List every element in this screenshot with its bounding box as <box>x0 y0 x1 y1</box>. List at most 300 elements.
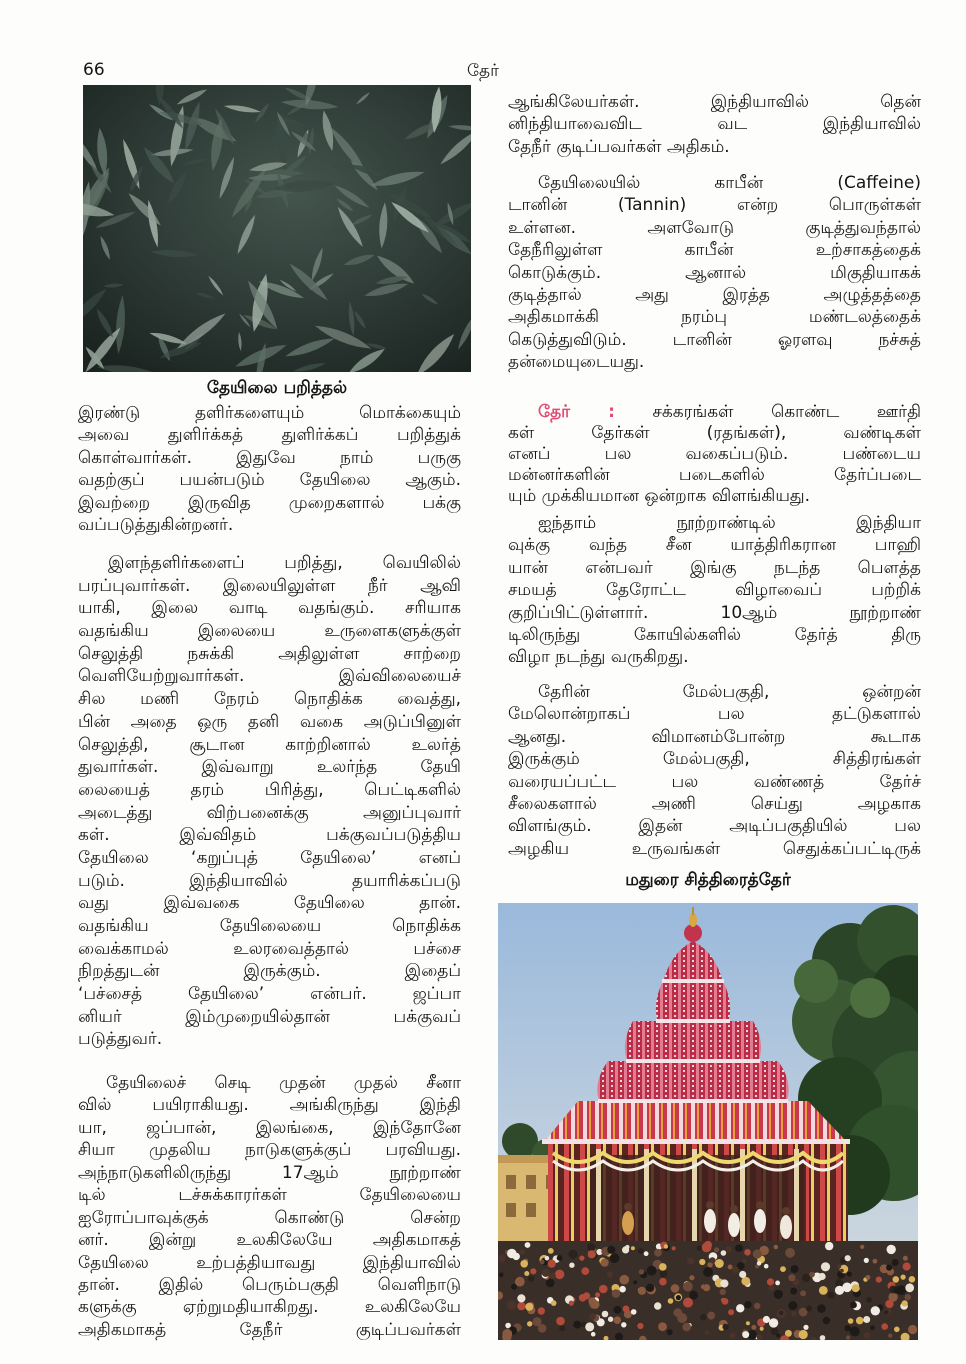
crowd-person <box>870 1325 875 1330</box>
line-text: யான் என்பவர் இங்கு நடந்த பௌத்த <box>508 557 921 578</box>
crowd-person <box>664 1244 668 1248</box>
line-text: கெடுத்துவிடும். டானின் ஓரளவு நச்சுத் <box>508 329 921 350</box>
crowd-person <box>903 1256 908 1261</box>
crowd-person <box>683 1298 693 1308</box>
crowd-person <box>806 1306 812 1312</box>
crowd-person <box>774 1245 779 1250</box>
crowd-person <box>687 1257 695 1265</box>
crowd-person <box>715 1259 724 1268</box>
line-text: கொடுக்கும். ஆனால் மிகுதியாகக் <box>508 262 921 283</box>
text-line <box>508 793 921 815</box>
crowd-person <box>884 1310 888 1314</box>
text-line <box>78 402 461 424</box>
text-line <box>508 486 921 507</box>
crowd-person <box>819 1273 826 1280</box>
line-text: படும். இந்தியாவில் தயாரிக்கப்படு <box>78 870 461 891</box>
crowd-person <box>620 1275 630 1285</box>
text-line <box>78 665 461 688</box>
crowd-person <box>720 1289 726 1295</box>
text-line <box>78 1028 461 1051</box>
crowd-person <box>507 1249 517 1259</box>
text-line <box>508 748 921 770</box>
line-text: இருக்கும் மேல்பகுதி, சித்திரங்கள் <box>508 749 921 770</box>
tea-photo-frame <box>83 85 471 372</box>
line-text: மேலொன்றாகப் பல தட்டுகளால் <box>508 704 921 725</box>
line-text: களுக்கு ஏற்றுமதியாகிறது. உலகிலேயே <box>78 1297 461 1318</box>
crowd-person <box>700 1314 706 1320</box>
line-text: னிந்தியாவைவிட வட இந்தியாவில் <box>508 114 921 135</box>
crowd-person <box>551 1300 557 1306</box>
text-line <box>78 1184 461 1206</box>
line-text: ‘பச்சைத் தேயிலை’ என்பர். ஜப்பா <box>78 984 461 1005</box>
line-text: தன்மையுடையது. <box>508 352 645 373</box>
line-text: துவார்கள். இவ்வாறு உலர்ந்த தேயி <box>78 757 461 778</box>
crowd-person <box>769 1318 778 1327</box>
crowd-person <box>847 1272 852 1277</box>
crowd-person <box>790 1288 797 1295</box>
line-text: தேநீர் குடிப்பவர்கள் அதிகம். <box>508 136 730 157</box>
line-text: அதிகமாக்கி நரம்பு மண்டலத்தைக் <box>508 307 921 328</box>
crowd-person <box>767 1278 774 1285</box>
crowd-person <box>621 1322 626 1327</box>
text-line <box>78 514 461 536</box>
line-text: னியர் இம்முறையில்தான் பக்குவப் <box>78 1006 461 1027</box>
crowd-person <box>533 1317 542 1326</box>
right-column-paragraph-4 <box>508 512 921 669</box>
crowd-person <box>819 1286 828 1295</box>
crowd-person <box>659 1278 667 1286</box>
text-line <box>508 726 921 748</box>
crowd-person <box>864 1258 869 1263</box>
crowd-person <box>760 1327 764 1331</box>
crowd-person <box>619 1286 626 1293</box>
crowd-person <box>744 1301 751 1308</box>
text-line <box>78 1319 461 1341</box>
crowd-person <box>607 1246 615 1254</box>
line-text: ஐரோப்பாவுக்குக் கொண்டு சென்ற <box>78 1207 461 1228</box>
line-text: டானின் (Tannin) என்ற பொருள்கள் <box>508 195 921 216</box>
crowd-person <box>892 1259 899 1266</box>
text-line <box>78 870 461 893</box>
text-line <box>78 1229 461 1251</box>
crowd-person <box>817 1304 826 1313</box>
crowd-person <box>610 1253 620 1263</box>
right-column-paragraph-5 <box>508 681 921 860</box>
text-line <box>508 602 921 624</box>
text-line <box>508 402 921 423</box>
text-line <box>78 447 461 469</box>
text-line <box>508 815 921 837</box>
line-text: தேயிலை ‘கறுப்புத் தேயிலை’ எனப் <box>78 847 461 868</box>
line-text: தேயிலையில் காபீன் (Caffeine) <box>538 173 921 193</box>
crowd-person <box>739 1271 746 1278</box>
crowd-person <box>607 1272 613 1278</box>
crowd-person <box>587 1243 595 1251</box>
crowd-person <box>683 1282 693 1292</box>
crowd-person <box>697 1245 702 1250</box>
line-text: ஆங்கிலேயர்கள். இந்தியாவில் தென் <box>508 92 921 112</box>
crowd-person <box>866 1275 871 1280</box>
line-text: பரப்புவார்கள். இலையிலுள்ள நீர் ஆவி <box>78 575 461 596</box>
crowd-person <box>658 1322 667 1331</box>
line-text: சியா முதலிய நாடுகளுக்குப் பரவியது. <box>78 1140 461 1161</box>
text-line <box>508 512 921 534</box>
text-line <box>78 469 461 491</box>
text-line <box>78 1207 461 1229</box>
text-line <box>508 351 921 373</box>
crowd-person <box>736 1304 744 1312</box>
left-column-paragraph-2 <box>78 552 461 1051</box>
text-line <box>78 847 461 870</box>
crowd-person <box>639 1269 644 1274</box>
crowd-person <box>799 1330 808 1339</box>
crowd-person <box>705 1330 709 1334</box>
crowd-person <box>548 1260 556 1268</box>
crowd-person <box>788 1274 795 1281</box>
crowd-person <box>871 1306 880 1315</box>
text-line <box>78 802 461 825</box>
line-text: மன்னர்களின் படைகளில் தேர்ப்படை <box>508 465 921 485</box>
crowd-person <box>764 1264 769 1269</box>
text-line <box>508 284 921 306</box>
crowd-person <box>545 1256 550 1261</box>
crowd-person <box>873 1259 878 1264</box>
text-line <box>508 838 921 860</box>
crowd-person <box>498 1254 506 1262</box>
crowd-person <box>823 1317 830 1324</box>
crowd-person <box>540 1260 545 1265</box>
crowd-person <box>753 1249 762 1258</box>
text-line <box>78 643 461 666</box>
text-line <box>508 534 921 556</box>
crowd-person <box>625 1245 629 1249</box>
crowd-person <box>525 1303 533 1311</box>
crowd-person <box>888 1333 892 1337</box>
crowd-person <box>863 1316 870 1323</box>
crowd-person <box>837 1264 841 1268</box>
crowd-person <box>546 1279 555 1288</box>
crowd-person <box>689 1291 698 1300</box>
crowd-person <box>780 1266 786 1272</box>
text-line <box>78 756 461 779</box>
line-text: செலுத்தி, சூடான காற்றினால் உலர்த் <box>78 734 461 755</box>
crowd-person <box>568 1250 577 1259</box>
entry-term: தேர் : <box>538 402 615 422</box>
crowd-person <box>910 1271 914 1275</box>
line-text: தேநீரிலுள்ள காபீன் உற்சாகத்தைக் <box>508 240 921 261</box>
text-line <box>78 492 461 514</box>
crowd-person <box>803 1325 808 1330</box>
crowd-person <box>599 1285 608 1294</box>
text-line <box>508 306 921 328</box>
crowd-person <box>671 1284 680 1293</box>
text-line <box>78 1139 461 1161</box>
text-line <box>508 557 921 579</box>
crowd-person <box>791 1311 796 1316</box>
crowd-person <box>771 1327 779 1335</box>
crowd-person <box>905 1294 911 1300</box>
text-line <box>78 1274 461 1296</box>
line-text: வரையப்பட்ட பல வண்ணத் தேர்ச் <box>508 771 921 792</box>
crowd-person <box>548 1248 554 1254</box>
crowd-person <box>732 1267 739 1274</box>
crowd-person <box>905 1283 914 1292</box>
crowd-person <box>728 1265 733 1270</box>
crowd-person <box>659 1263 667 1271</box>
line-text: குடித்தால் அது இரத்த அழுத்தத்தை <box>508 284 921 305</box>
crowd-person <box>886 1265 892 1271</box>
line-text: வதற்குப் பயன்படும் தேயிலை ஆகும். <box>78 470 461 491</box>
line-text: அந்நாடுகளிலிருந்து 17ஆம் நூற்றாண் <box>78 1162 461 1183</box>
page-number: 66 <box>83 60 105 80</box>
crowd-person <box>856 1317 864 1325</box>
crowd-person <box>757 1334 763 1340</box>
crowd-person <box>676 1295 681 1300</box>
line-text: செலுத்தி நசுக்கி அதிலுள்ள சாற்றை <box>78 643 461 664</box>
crowd-person <box>726 1246 732 1252</box>
line-text: வுக்கு வந்த சீன யாத்திரிகரான பாஹி <box>508 535 921 556</box>
crowd-person <box>746 1321 750 1325</box>
dome-tier-2 <box>656 981 730 1023</box>
crowd-person <box>647 1266 657 1276</box>
crowd-person <box>637 1323 643 1329</box>
text-line <box>508 579 921 601</box>
text-line <box>508 423 921 444</box>
crowd-person <box>791 1265 799 1273</box>
crowd-person <box>909 1276 916 1283</box>
text-line <box>78 1162 461 1184</box>
crowd-person <box>850 1302 857 1309</box>
crowd-person <box>569 1301 574 1306</box>
crowd-person <box>852 1284 860 1292</box>
crowd-person <box>654 1249 662 1257</box>
crowd-person <box>614 1316 622 1324</box>
left-column-paragraph-3 <box>78 1072 461 1341</box>
line-text: அடைத்து விற்பனைக்கு அனுப்புவார் <box>78 802 461 823</box>
crowd-person <box>763 1316 770 1323</box>
crowd-person <box>654 1302 661 1309</box>
crowd-person <box>785 1248 795 1258</box>
text-line <box>78 424 461 446</box>
line-text: சீலைகளால் அணி செய்து அழகாக <box>508 793 921 814</box>
crowd-person <box>581 1267 589 1275</box>
crowd-person <box>720 1279 728 1287</box>
crowd-person <box>524 1271 529 1276</box>
crowd-person <box>638 1287 646 1295</box>
text-line <box>508 239 921 261</box>
crowd-person <box>595 1292 600 1297</box>
crowd-person <box>579 1256 584 1261</box>
text-line <box>78 1006 461 1029</box>
crowd-person <box>893 1276 900 1283</box>
crowd-person <box>549 1272 556 1279</box>
line-text: வெளியேற்றுவார்கள். இவ்விலையைச் <box>78 666 461 687</box>
left-column-paragraph-1 <box>78 402 461 536</box>
line-text: வதங்கிய இலையை உருளைகளுக்குள் <box>78 621 461 642</box>
text-line <box>508 646 921 668</box>
text-line <box>508 136 921 158</box>
crowd-person <box>751 1325 756 1330</box>
crowd-person <box>557 1255 563 1261</box>
crowd-person <box>668 1298 674 1304</box>
crowd-person <box>902 1300 908 1306</box>
crowd-person <box>556 1317 565 1326</box>
line-text: னர். இன்று உலகிலேயே அதிகமாகத் <box>78 1230 461 1251</box>
line-text: யா, ஜப்பான், இலங்கை, இந்தோனே <box>78 1117 461 1138</box>
text-line <box>508 262 921 284</box>
text-line <box>78 552 461 575</box>
line-text: யாகி, இலை வாடி வதங்கும். சரியாக <box>78 598 461 619</box>
crowd-person <box>602 1311 609 1318</box>
crowd-person <box>769 1285 775 1291</box>
crowd-person <box>840 1269 844 1273</box>
crowd-person <box>721 1250 727 1256</box>
line-text: வதங்கிய தேயிலையை நொதிக்க <box>78 916 461 936</box>
crowd-person <box>538 1307 545 1314</box>
text-line <box>78 892 461 915</box>
crowd-person <box>800 1290 806 1296</box>
text-line <box>78 938 461 961</box>
line-text: ஐந்தாம் நூற்றாண்டில் இந்தியா <box>538 513 921 533</box>
crowd-person <box>728 1309 734 1315</box>
crowd-person <box>585 1322 594 1331</box>
line-text: சில மணி நேரம் நொதிக்க வைத்து, <box>78 689 461 710</box>
text-line <box>508 465 921 486</box>
crowd-person <box>722 1324 728 1330</box>
crowd-person <box>633 1280 637 1284</box>
crowd-person <box>520 1260 528 1268</box>
line-text: பின் அதை ஒரு தனி வகை அடுப்பினுள் <box>78 711 461 732</box>
crowd-person <box>876 1277 882 1283</box>
crowd-person <box>527 1321 532 1326</box>
crowd-person <box>569 1263 574 1268</box>
crowd-person <box>754 1303 760 1309</box>
line-text: விழா நடந்து வருகிறது. <box>508 647 689 668</box>
crowd-person <box>589 1313 596 1320</box>
line-text: தான். இதில் பெரும்பகுதி வெளிநாடு <box>78 1274 461 1295</box>
line-text: வது இவ்வகை தேயிலை தான். <box>78 893 461 914</box>
text-line <box>78 1094 461 1116</box>
crowd-person <box>722 1298 729 1305</box>
right-column-paragraph-2 <box>508 172 921 374</box>
crowd-person <box>689 1275 694 1280</box>
text-line <box>508 91 921 113</box>
crowd-person <box>667 1329 673 1335</box>
crowd-person <box>614 1306 622 1314</box>
crowd-person <box>601 1259 609 1267</box>
crowd-person <box>908 1325 917 1334</box>
line-text: கொள்வார்கள். இதுவே நாம் பருகு <box>78 447 461 468</box>
crowd-person <box>673 1308 682 1317</box>
crowd-person <box>864 1332 870 1338</box>
text-line <box>78 597 461 620</box>
crowd-person <box>707 1312 715 1320</box>
text-line <box>508 624 921 646</box>
line-text: வப்படுத்துகின்றனர். <box>78 514 234 535</box>
line-text: அவை துளிர்க்கத் துளிர்க்கப் பறித்துக் <box>78 425 461 446</box>
line-text: கள். இவ்விதம் பக்குவப்படுத்திய <box>78 825 461 846</box>
crowd-person <box>528 1276 534 1282</box>
line-text: படுத்துவர். <box>78 1029 163 1050</box>
line-text: அதிகமாகத் தேநீர் குடிப்பவர்கள் <box>78 1319 461 1340</box>
crowd-person <box>735 1245 742 1252</box>
text-line <box>78 915 461 938</box>
crowd-person <box>559 1325 565 1331</box>
crowd-person <box>894 1327 900 1333</box>
line-text: வைக்காமல் உலரவைத்தால் பச்சை <box>78 938 461 959</box>
crowd-person <box>714 1247 719 1252</box>
crowd-person <box>588 1250 596 1258</box>
crowd-person <box>542 1269 550 1277</box>
line-text: ஆனது. விமானம்போன்ற கூடாக <box>508 726 921 747</box>
crowd-person <box>887 1245 896 1254</box>
crowd-person <box>709 1257 715 1263</box>
line-text: இவற்றை இருவித முறைகளால் பக்கு <box>78 492 461 513</box>
crowd-person <box>835 1286 844 1295</box>
crowd-person <box>828 1292 835 1299</box>
crowd-person <box>901 1275 906 1280</box>
crowd-person <box>591 1332 596 1337</box>
running-title: தேர் <box>466 61 500 81</box>
line-text: சமயத் தேரோட்ட விழாவைப் பற்றிக் <box>508 580 921 601</box>
text-line <box>508 703 921 725</box>
crowd-person <box>885 1300 893 1308</box>
crowd-person <box>860 1245 864 1249</box>
crowd-person <box>703 1267 713 1277</box>
crowd-person <box>631 1309 637 1315</box>
crowd-person <box>850 1327 860 1337</box>
text-line <box>508 113 921 135</box>
text-line <box>78 575 461 598</box>
crowd-person <box>866 1297 872 1303</box>
line-text: அழகிய உருவங்கள் செதுக்கப்பட்டிருக் <box>508 838 921 859</box>
crowd-person <box>682 1323 691 1332</box>
crowd-person <box>821 1262 830 1271</box>
right-column-paragraph-1 <box>508 91 921 158</box>
line-text: வில் பயிராகியது. அங்கிருந்து இந்தி <box>78 1095 461 1116</box>
line-text: தேயிலைச் செடி முதன் முதல் சீனா <box>106 1073 461 1093</box>
crowd-person <box>525 1242 531 1248</box>
text-line <box>78 620 461 643</box>
crowd-person <box>507 1300 517 1310</box>
line-text: விளங்கும். இதன் அடிப்பகுதியில் பல <box>508 816 921 837</box>
crowd-person <box>517 1302 525 1310</box>
crowd-person <box>825 1242 833 1250</box>
crowd-person <box>809 1272 815 1278</box>
text-line <box>508 172 921 194</box>
crowd-person <box>530 1268 536 1274</box>
text-line <box>508 194 921 216</box>
crowd-person <box>499 1272 504 1277</box>
crowd-person <box>573 1321 581 1329</box>
crowd-person <box>845 1255 851 1261</box>
crowd-person <box>638 1248 644 1254</box>
line-text: இளந்தளிர்களைப் பறித்து, வெயிலில் <box>108 553 461 573</box>
crowd-person <box>608 1317 613 1322</box>
line-text: தேரின் மேல்பகுதி, ஒன்றன் <box>538 682 921 702</box>
line-text: டில் டச்சுக்காரர்கள் தேயிலையை <box>78 1185 461 1206</box>
crowd-person <box>788 1301 797 1310</box>
crowd-person <box>894 1287 901 1294</box>
line-text: சக்கரங்கள் கொண்ட ஊர்தி <box>652 402 921 422</box>
text-line <box>78 688 461 711</box>
line-text: கள் தேர்கள் (ரதங்கள்), வண்டிகள் <box>508 423 921 443</box>
text-line <box>78 824 461 847</box>
text-line <box>508 329 921 351</box>
crowd-person <box>699 1259 705 1265</box>
line-text: நிறத்துடன் இருக்கும். இதைப் <box>78 961 461 982</box>
text-line <box>78 960 461 983</box>
